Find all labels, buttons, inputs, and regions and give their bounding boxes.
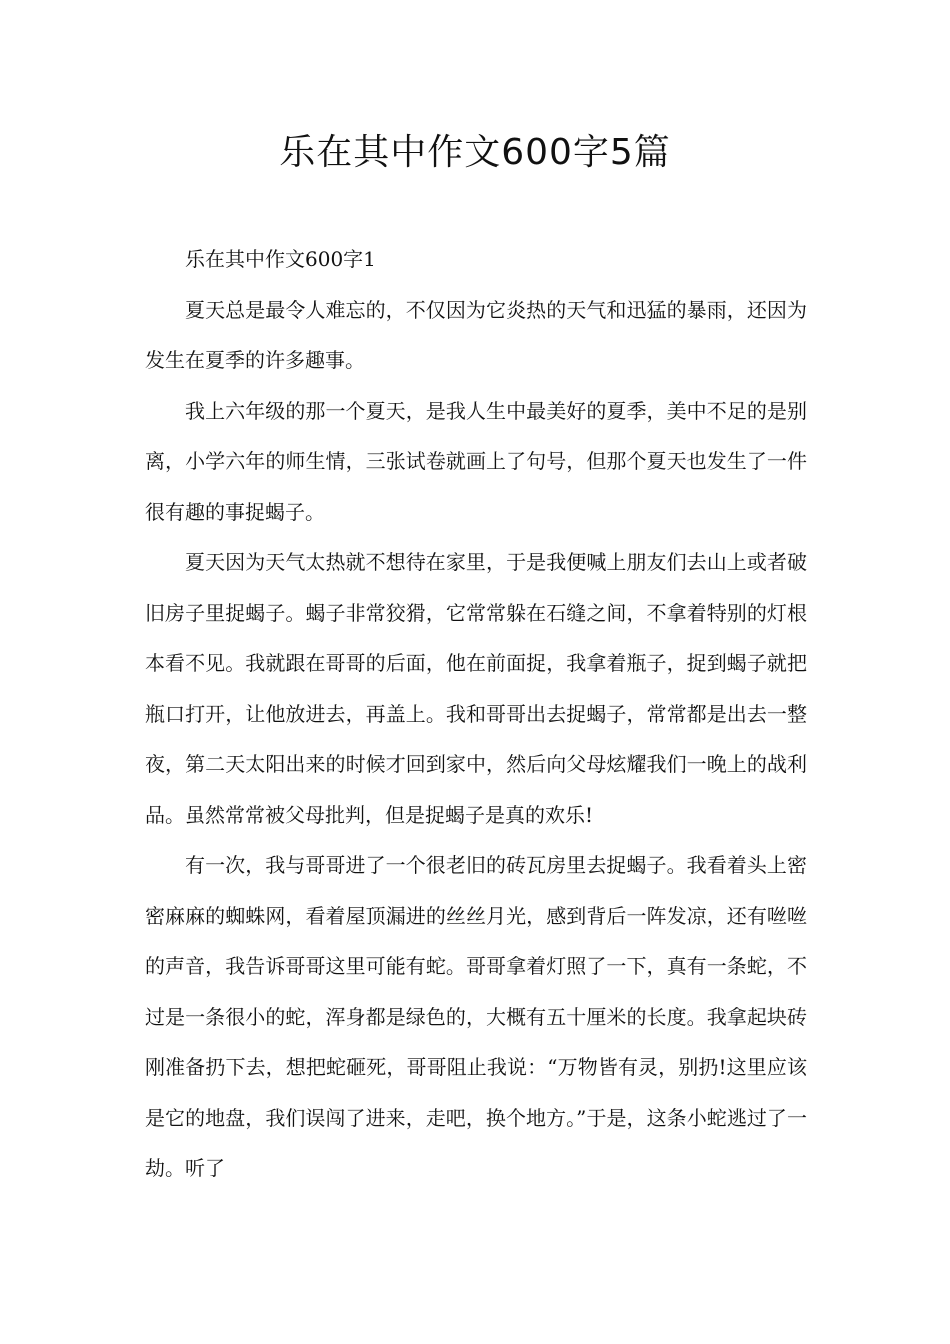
paragraph: 我上六年级的那一个夏天，是我人生中最美好的夏季，美中不足的是别离，小学六年的师生情，三张试卷就画上了句号，但那个夏天也发生了一件很有趣的事捉蝎子。 <box>145 398 807 524</box>
document-title: 乐在其中作文600字5篇 <box>279 132 671 173</box>
section-heading: 乐在其中作文600字1 <box>185 247 376 271</box>
document-body <box>145 234 807 1194</box>
paragraph: 夏天总是最令人难忘的，不仅因为它炎热的天气和迅猛的暴雨，还因为发生在夏季的许多趣事。 <box>145 297 807 372</box>
paragraph: 有一次，我与哥哥进了一个很老旧的砖瓦房里去捉蝎子。我看着头上密密麻麻的蜘蛛网，看着屋顶漏进的丝丝月光，感到背后一阵发凉，还有咝咝的声音，我告诉哥哥这里可能有蛇。哥哥拿着灯照了一下，真有一条蛇，不过是一条很小的蛇，浑身都是绿色的，大概有五十厘米的长度。我拿起块砖刚准备扔下去，想把蛇砸死，哥哥阻止我说：“万物皆有灵，别扔!这里应该是它的地盘，我们误闯了进来，走吧，换个地方。”于是，这条小蛇逃过了一劫。听了 <box>145 853 807 1180</box>
paragraph: 夏天因为天气太热就不想待在家里，于是我便喊上朋友们去山上或者破旧房子里捉蝎子。蝎子非常狡猾，它常常躲在石缝之间，不拿着特别的灯根本看不见。我就跟在哥哥的后面，他在前面捉，我拿着瓶子，捉到蝎子就把瓶口打开，让他放进去，再盖上。我和哥哥出去捉蝎子，常常都是出去一整夜，第二天太阳出来的时候才回到家中，然后向父母炫耀我们一晚上的战利品。虽然常常被父母批判，但是捉蝎子是真的欢乐! <box>145 550 807 827</box>
